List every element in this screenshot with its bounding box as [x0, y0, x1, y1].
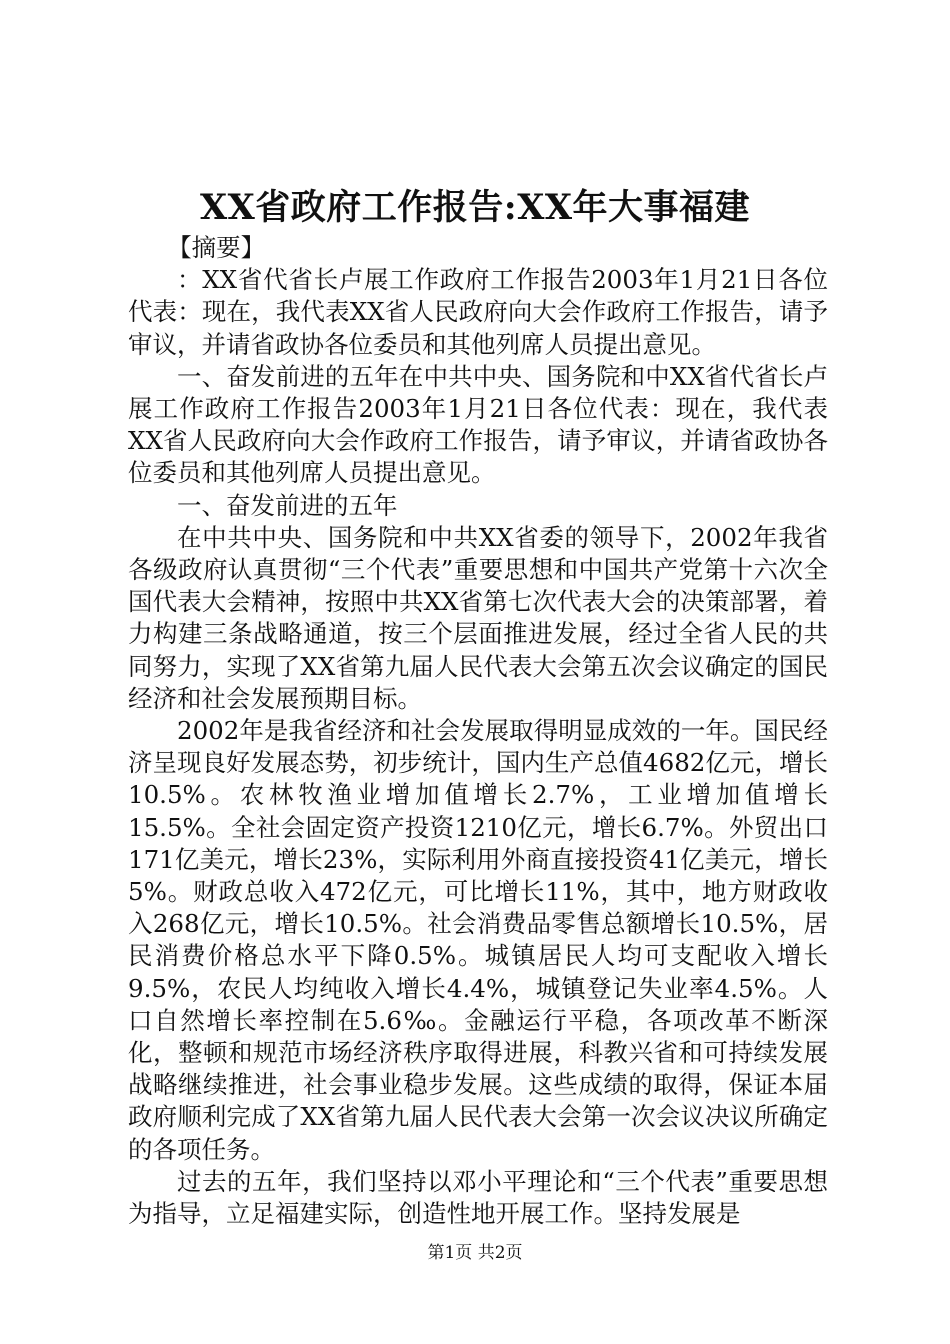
paragraph-economy-stats: 2002年是我省经济和社会发展取得明显成效的一年。国民经济呈现良好发展态势，初步统计，国内生产总值4682亿元，增长10.5%。农林牧渔业增加值增长2.7%，工业增加值增长15.5%。全社会固定资产投资1210亿元，增长6.7%。外贸出口171亿美元，增长23%，实际利用外商直接投资41亿美元，增长5%。财政总收入472亿元，可比增长11%，其中，地方财政收入268亿元，增长10.5%。社会消费品零售总额增长10.5%，居民消费价格总水平下降0.5%。城镇居民人均可支配收入增长9.5%，农民人均纯收入增长4.4%，城镇登记失业率4.5%。人口自然增长率控制在5.6‰。金融运行平稳，各项改革不断深化，整顿和规范市场经济秩序取得进展，科教兴省和可持续发展战略继续推进，社会事业稳步发展。这些成绩的取得，保证本届政府顺利完成了XX省第九届人民代表大会第一次会议决议所确定的各项任务。	[128, 716, 828, 1164]
paragraph-section-repeat: 一、奋发前进的五年在中共中央、国务院和中XX省代省长卢展工作政府工作报告2003年1月21日各位代表：现在，我代表XX省人民政府向大会作政府工作报告，请予审议，并请省政协各位委员和其他列席人员提出意见。	[128, 361, 828, 488]
paragraph-five-years: 过去的五年，我们坚持以邓小平理论和“三个代表”重要思想为指导，立足福建实际，创造性地开展工作。坚持发展是	[128, 1166, 828, 1229]
section-heading: 一、奋发前进的五年	[177, 490, 398, 520]
document-title: XX省政府工作报告:XX年大事福建	[199, 187, 751, 228]
paragraph-leadership: 在中共中央、国务院和中共XX省委的领导下，2002年我省各级政府认真贯彻“三个代表”重要思想和中国共产党第十六次全国代表大会精神，按照中共XX省第七次代表大会的决策部署，着力构建三条战略通道，按三个层面推进发展，经过全省人民的共同努力，实现了XX省第九届人民代表大会第五次会议确定的国民经济和社会发展预期目标。	[128, 522, 828, 713]
summary-label: 【摘要】	[167, 233, 266, 262]
paragraph-intro: ：XX省代省长卢展工作政府工作报告2003年1月21日各位代表：现在，我代表XX省人民政府向大会作政府工作报告，请予审议，并请省政协各位委员和其他列席人员提出意见。	[128, 265, 828, 359]
document-body	[128, 232, 828, 1230]
page-footer: 第1页 共2页	[427, 1243, 523, 1263]
